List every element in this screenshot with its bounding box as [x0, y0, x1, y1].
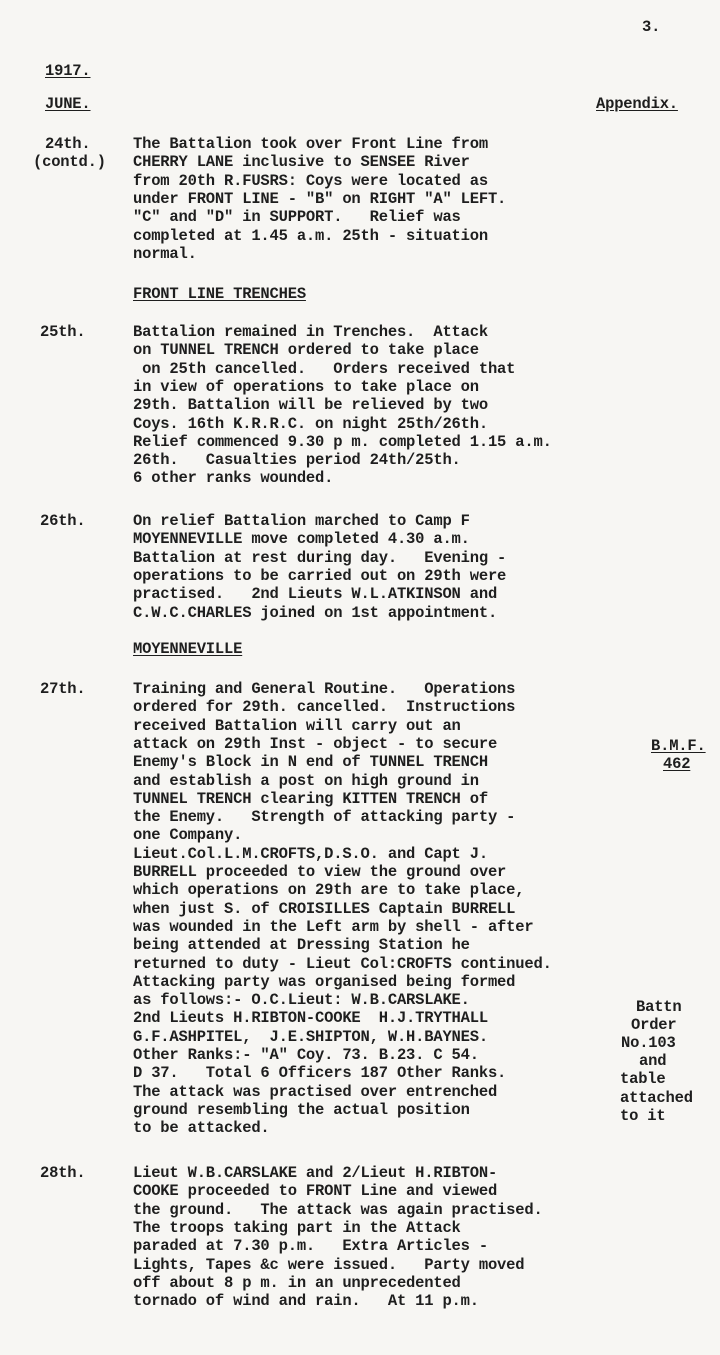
- entry-line: 2nd Lieuts H.RIBTON-COOKE H.J.TRYTHALL: [133, 1009, 488, 1028]
- heading-front-line-trenches: FRONT LINE TRENCHES: [133, 285, 306, 303]
- margin-note-line: and: [639, 1052, 667, 1070]
- entry-line: Battalion at rest during day. Evening -: [133, 548, 507, 567]
- entry-line: paraded at 7.30 p.m. Extra Articles -: [133, 1237, 488, 1256]
- entry-line: Training and General Routine. Operations: [133, 680, 516, 698]
- entry-line: Coys. 16th K.R.R.C. on night 25th/26th.: [133, 414, 488, 433]
- entry-line: the Enemy. Strength of attacking party -: [133, 808, 516, 827]
- entry-line: operations to be carried out on 29th were: [133, 566, 507, 585]
- entry-line: Lieut W.B.CARSLAKE and 2/Lieut H.RIBTON-: [133, 1164, 498, 1182]
- entry-line: "C" and "D" in SUPPORT. Relief was: [133, 208, 461, 227]
- entry-line: from 20th R.FUSRS: Coys were located as: [133, 171, 488, 190]
- entry-line: and establish a post on high ground in: [133, 771, 479, 790]
- entry-line: in view of operations to take place on: [133, 377, 479, 396]
- entry-line: Other Ranks:- "A" Coy. 73. B.23. C 54.: [133, 1046, 479, 1064]
- entry-date-27: 27th.: [40, 680, 86, 698]
- entry-line: under FRONT LINE - "B" on RIGHT "A" LEFT.: [133, 189, 507, 208]
- appendix-label: Appendix.: [596, 95, 678, 113]
- entry-line: was wounded in the Left arm by shell - after: [133, 917, 534, 936]
- entry-line: C.W.C.CHARLES joined on 1st appointment.: [133, 603, 498, 622]
- margin-note-line: No.103: [621, 1034, 676, 1052]
- margin-note-line: attached: [620, 1089, 693, 1107]
- entry-line: ground resembling the actual position: [133, 1100, 470, 1119]
- entry-line: TUNNEL TRENCH clearing KITTEN TRENCH of: [133, 789, 488, 808]
- entry-line: ordered for 29th. cancelled. Instructions: [133, 698, 516, 717]
- entry-line: The attack was practised over entrenched: [133, 1082, 498, 1101]
- entry-line: on 25th cancelled. Orders received that: [133, 359, 516, 378]
- margin-reference: B.M.F.: [651, 737, 706, 755]
- entry-line: as follows:- O.C.Lieut: W.B.CARSLAKE.: [133, 991, 470, 1010]
- entry-line: completed at 1.45 a.m. 25th - situation: [133, 226, 488, 245]
- entry-date-24: 24th.: [45, 135, 91, 153]
- entry-line: CHERRY LANE inclusive to SENSEE River: [133, 153, 470, 172]
- entry-line: The Battalion took over Front Line from: [133, 135, 488, 153]
- entry-line: D 37. Total 6 Officers 187 Other Ranks.: [133, 1064, 507, 1083]
- entry-line: one Company.: [133, 826, 243, 845]
- entry-line: off about 8 p m. in an unprecedented: [133, 1273, 461, 1292]
- month-heading: JUNE.: [45, 95, 91, 113]
- entry-line: 6 other ranks wounded.: [133, 469, 334, 488]
- entry-line: when just S. of CROISILLES Captain BURRELL: [133, 899, 516, 918]
- entry-line: tornado of wind and rain. At 11 p.m.: [133, 1292, 479, 1311]
- entry-line: Enemy's Block in N end of TUNNEL TRENCH: [133, 753, 488, 772]
- entry-line: normal.: [133, 244, 197, 263]
- entry-line: attack on 29th Inst - object - to secure: [133, 734, 498, 753]
- entry-date-25: 25th.: [40, 323, 86, 341]
- margin-note-line: Order: [631, 1016, 677, 1034]
- entry-line: the ground. The attack was again practised.: [133, 1200, 543, 1219]
- year-heading: 1917.: [45, 62, 91, 80]
- entry-line: practised. 2nd Lieuts W.L.ATKINSON and: [133, 585, 498, 604]
- entry-line: The troops taking part in the Attack: [133, 1218, 461, 1237]
- entry-line: which operations on 29th are to take place,: [133, 881, 525, 900]
- entry-line: COOKE proceeded to FRONT Line and viewed: [133, 1182, 498, 1201]
- heading-moyenneville: MOYENNEVILLE: [133, 640, 243, 658]
- entry-line: G.F.ASHPITEL, J.E.SHIPTON, W.H.BAYNES.: [133, 1027, 488, 1046]
- entry-line: On relief Battalion marched to Camp F: [133, 512, 470, 530]
- entry-line: Lights, Tapes &c were issued. Party moved: [133, 1255, 525, 1274]
- entry-line: on TUNNEL TRENCH ordered to take place: [133, 341, 479, 360]
- margin-reference-number: 462: [663, 755, 691, 773]
- entry-line: MOYENNEVILLE move completed 4.30 a.m.: [133, 530, 470, 549]
- entry-line: received Battalion will carry out an: [133, 716, 461, 735]
- entry-line: 29th. Battalion will be relieved by two: [133, 396, 488, 415]
- entry-line: returned to duty - Lieut Col:CROFTS continued.: [133, 954, 552, 973]
- entry-line: to be attacked.: [133, 1119, 270, 1138]
- entry-line: Lieut.Col.L.M.CROFTS,D.S.O. and Capt J.: [133, 844, 488, 863]
- entry-line: being attended at Dressing Station he: [133, 936, 470, 955]
- entry-date-28: 28th.: [40, 1164, 86, 1182]
- page-number: 3.: [642, 18, 661, 36]
- entry-line: Battalion remained in Trenches. Attack: [133, 323, 488, 341]
- margin-note-line: to it: [620, 1107, 666, 1125]
- margin-note-line: table: [620, 1070, 666, 1088]
- entry-date-26: 26th.: [40, 512, 86, 530]
- entry-date-24-contd: (contd.): [33, 153, 106, 171]
- entry-line: Relief commenced 9.30 p m. completed 1.15 a.m.: [133, 432, 552, 451]
- entry-line: BURRELL proceeded to view the ground over: [133, 863, 507, 881]
- margin-note-line: Battn: [636, 998, 682, 1016]
- entry-line: Attacking party was organised being formed: [133, 972, 516, 991]
- entry-line: 26th. Casualties period 24th/25th.: [133, 451, 461, 470]
